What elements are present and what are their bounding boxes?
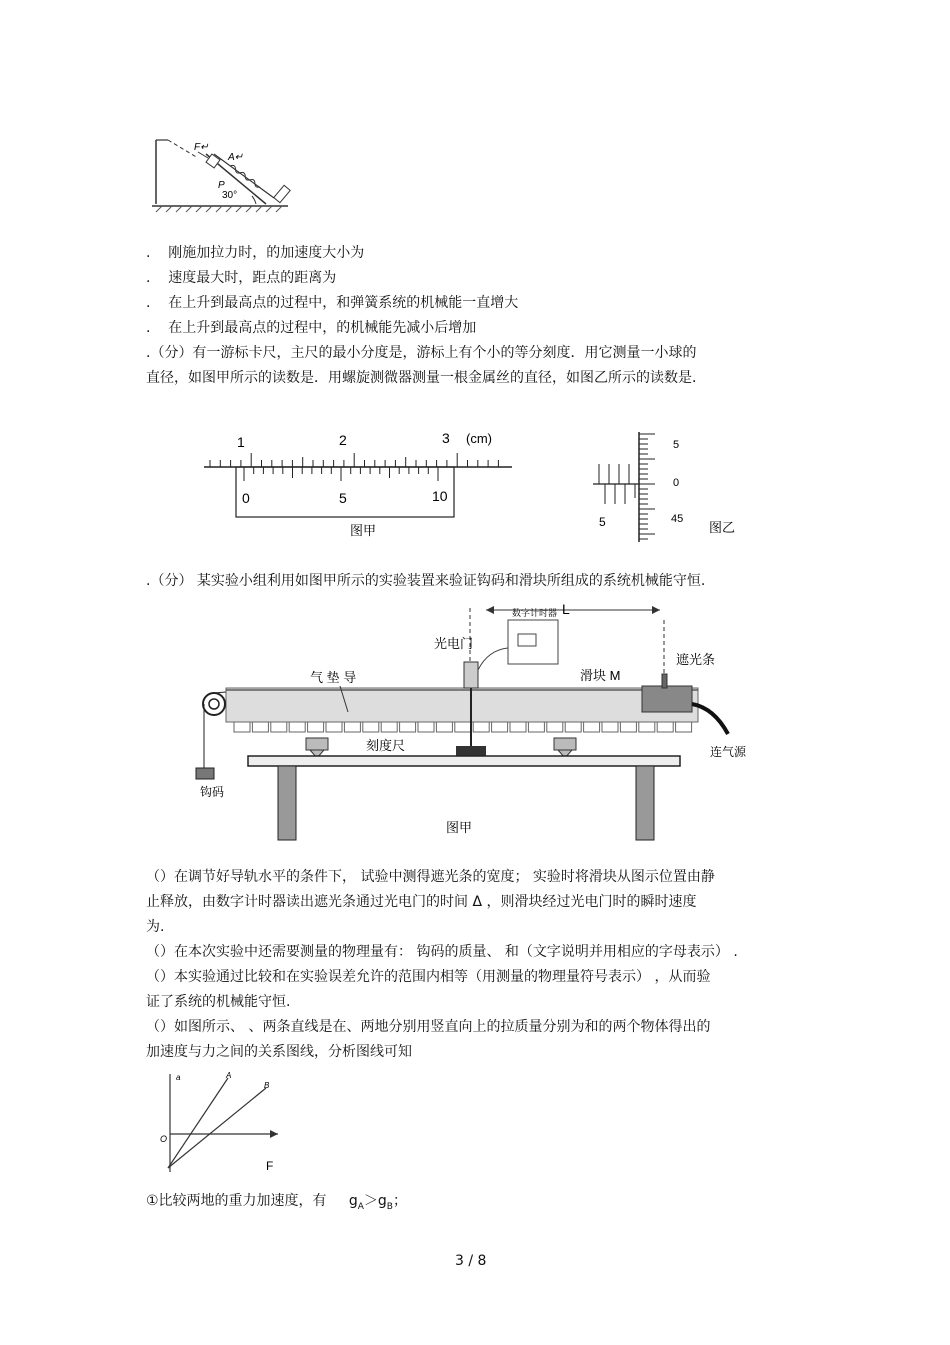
micrometer-caption: 图乙 <box>709 520 736 535</box>
force-label: F↵ <box>194 142 209 153</box>
x-axis-label: F <box>266 1159 274 1173</box>
airtrack-caption: 图甲 <box>446 820 473 835</box>
caliper-question-line2: 直径，如图甲所示的读数是．用螺旋测微器测量一根金属丝的直径，如图乙所示的读数是． <box>146 370 706 386</box>
body-line-2: 止释放，由数字计时器读出遮光条通过光电门的时间 Δ ，则滑块经过光电门时的瞬时速度 <box>146 894 697 910</box>
conclusion-end: ； <box>392 1193 407 1209</box>
option-d <box>146 319 476 337</box>
vernier-caliper-figure <box>200 425 520 545</box>
greater-than: ＞ <box>363 1193 378 1209</box>
page-number: 3 / 8 <box>455 1253 487 1269</box>
thimble-label-45: 45 <box>671 513 684 525</box>
option-c <box>146 294 518 312</box>
airtrack-question-line1: .（分） 某实验小组利用如图甲所示的实验装置来验证钩码和滑块所组成的系统机械能守恒. <box>146 573 706 589</box>
angle-label: 30° <box>222 190 238 201</box>
conclusion-line <box>146 1192 407 1216</box>
vernier-label-10: 10 <box>432 488 448 504</box>
unit-label: (cm) <box>466 431 492 446</box>
a-f-graph-figure <box>150 1068 290 1180</box>
option-prefix: . <box>146 245 151 261</box>
option-text: 在上升到最高点的过程中，和弹簧系统的机械能一直增大 <box>168 295 519 311</box>
caliper-question-line1: .（分）有一游标卡尺，主尺的最小分度是，游标上有个小的等分刻度．用它测量一小球的 <box>146 345 697 361</box>
vernier-label-0: 0 <box>242 490 250 506</box>
option-a <box>146 244 364 262</box>
ruler-label: 刻度尺 <box>366 738 406 753</box>
option-b <box>146 269 336 287</box>
hook-label: 钩码 <box>200 785 225 799</box>
length-label: L <box>562 601 570 617</box>
photogate-label: 光电门 <box>434 636 474 651</box>
main-label-2: 2 <box>339 432 347 448</box>
point-a-label: A↵ <box>228 152 244 163</box>
body-line-3: 为. <box>146 919 165 935</box>
vernier-label-5: 5 <box>339 490 347 506</box>
option-prefix: . <box>146 270 151 286</box>
air-track-figure <box>190 600 770 845</box>
thimble-label-5: 5 <box>673 439 680 451</box>
origin-label: O <box>160 1134 168 1144</box>
main-label-1: 1 <box>237 434 245 450</box>
option-text: 刚施加拉力时，的加速度大小为 <box>168 245 365 261</box>
track-label: 气 垫 导 <box>310 670 357 685</box>
body-line-5: （）本实验通过比较和在实验误差允许的范围内相等（用测量的物理量符号表示） ，从而验 <box>146 969 711 985</box>
option-text: 在上升到最高点的过程中，的机械能先减小后增加 <box>168 320 477 336</box>
thimble-label-0: 0 <box>673 477 680 489</box>
body-line-1: （）在调节好导轨水平的条件下， 试验中测得遮光条的宽度； 实验时将滑块从图示位置由静 <box>146 869 715 885</box>
option-prefix: . <box>146 320 151 336</box>
body-line-6: 证了系统的机械能守恒. <box>146 994 291 1010</box>
sleeve-label: 5 <box>599 515 606 529</box>
y-axis-label: a <box>176 1073 181 1082</box>
subscript-b: B <box>386 1201 393 1212</box>
incline-figure <box>148 132 293 217</box>
caliper-caption: 图甲 <box>350 523 377 538</box>
main-label-3: 3 <box>442 430 450 446</box>
body-line-8: 加速度与力之间的关系图线，分析图线可知 <box>146 1044 412 1060</box>
body-line-7: （）如图所示、 、两条直线是在、两地分别用竖直向上的拉质量分别为和的两个物体得出的 <box>146 1019 711 1035</box>
formula-gb: g <box>377 1193 387 1209</box>
conclusion-text: ①比较两地的重力加速度，有 <box>146 1193 327 1209</box>
subscript-a: A <box>357 1201 364 1212</box>
line-b-label: B <box>264 1081 270 1090</box>
option-text: 速度最大时，距点的距离为 <box>168 270 337 286</box>
formula-ga: g <box>348 1193 358 1209</box>
micrometer-figure <box>585 428 745 546</box>
point-p-label: P <box>218 180 225 191</box>
timer-label: 数字计时器 <box>512 608 558 618</box>
gas-label: 连气源 <box>710 745 747 759</box>
option-prefix: . <box>146 295 151 311</box>
body-line-4: （）在本次实验中还需要测量的物理量有： 钩码的质量、 和（文字说明并用相应的字母表示） . <box>146 944 738 960</box>
line-a-label: A <box>226 1071 232 1080</box>
slider-label: 滑块 M <box>580 668 621 683</box>
shade-label: 遮光条 <box>676 652 716 667</box>
